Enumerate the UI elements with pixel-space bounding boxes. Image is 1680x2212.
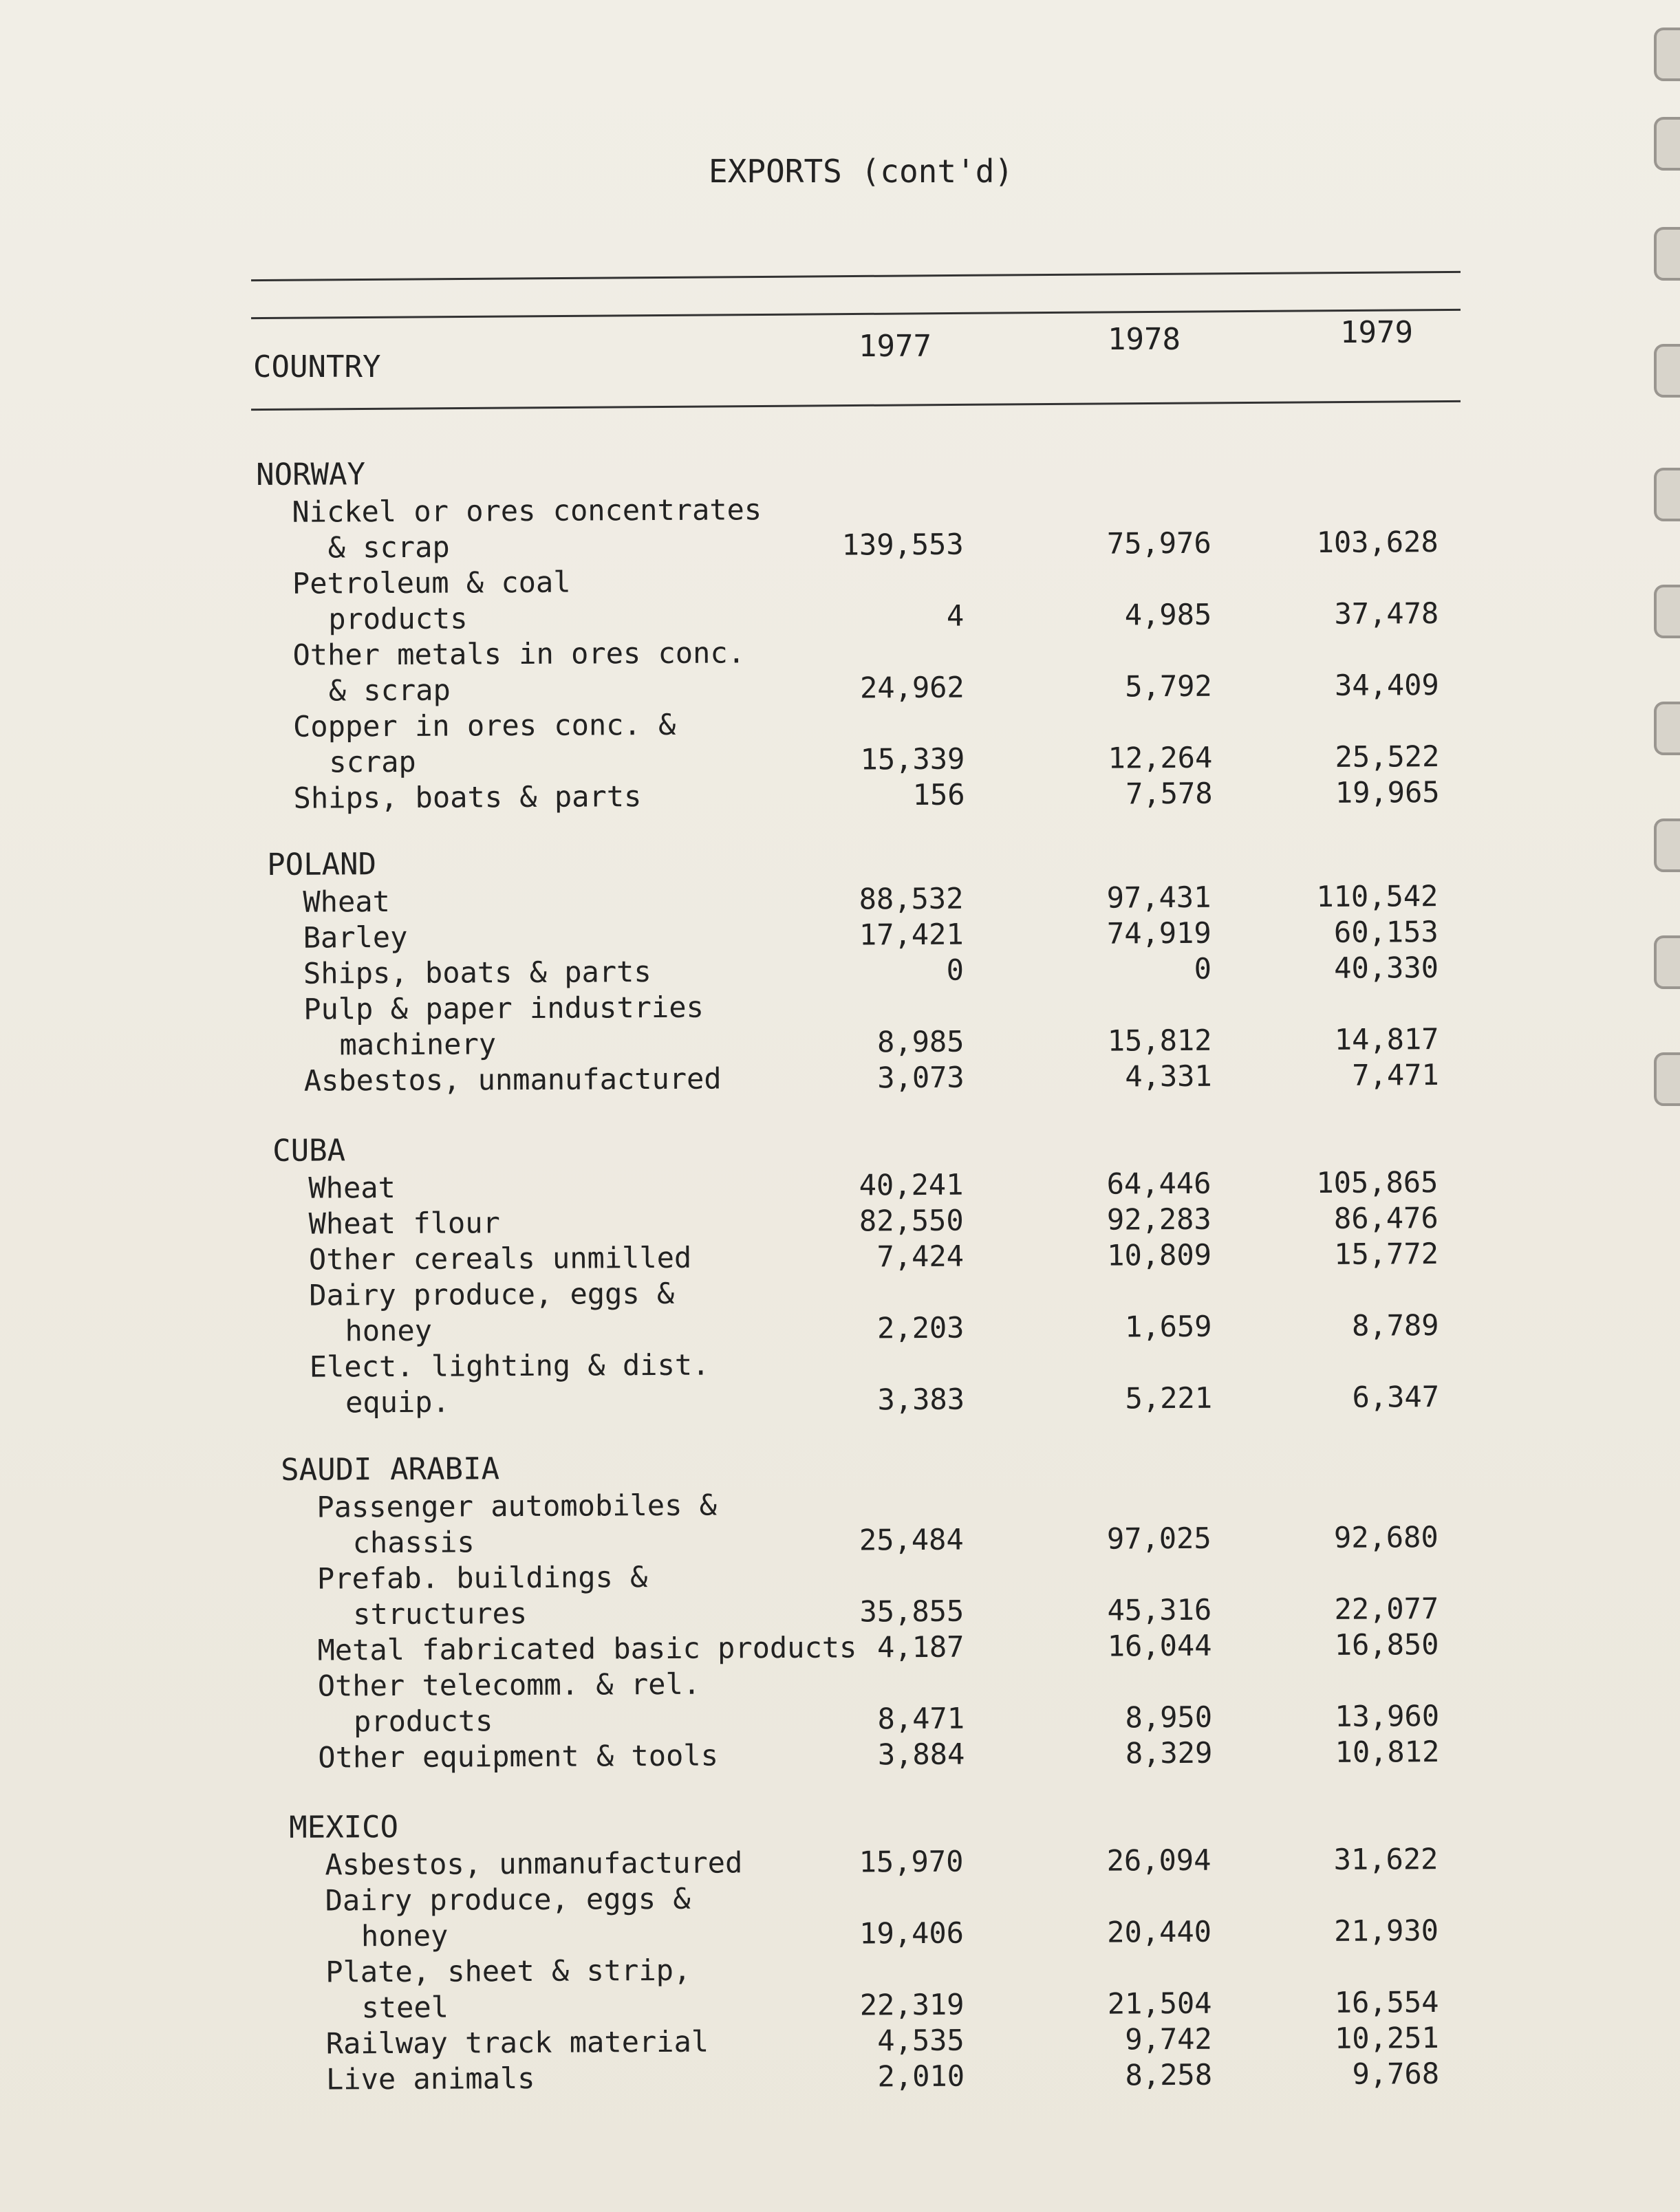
value-1977: 25,484 xyxy=(859,1522,964,1557)
value-1977: 2,203 xyxy=(876,1310,965,1345)
value-1979: 60,153 xyxy=(1333,915,1439,949)
country-name: MEXICO xyxy=(289,1809,399,1845)
commodity-label xyxy=(0,492,762,567)
table-row xyxy=(1,1342,1680,1422)
commodity-label-line: Metal fabricated basic products xyxy=(317,1630,857,1667)
table-row xyxy=(1,630,1680,711)
value-1977: 15,339 xyxy=(860,741,965,777)
commodity-label-line: honey xyxy=(360,1918,449,1953)
commodity-label xyxy=(1,1061,722,1100)
value-1979: 19,965 xyxy=(1335,775,1440,810)
column-header-country: COUNTRY xyxy=(253,349,381,384)
commodity-label-line: Other equipment & tools xyxy=(318,1738,719,1775)
country-section xyxy=(0,448,1680,818)
value-1978: 0 xyxy=(1194,951,1212,986)
value-1978: 8,329 xyxy=(1125,1735,1213,1770)
country-section xyxy=(0,838,1680,1100)
commodity-label xyxy=(1,1881,691,1956)
country-section xyxy=(0,1444,1680,1777)
value-1978: 12,264 xyxy=(1108,740,1213,775)
binding-clip xyxy=(1654,344,1680,398)
value-1977: 3,073 xyxy=(877,1060,965,1095)
value-1977: 15,970 xyxy=(859,1844,964,1879)
value-1978: 74,919 xyxy=(1106,915,1211,951)
commodity-label-line: Wheat flour xyxy=(308,1206,500,1241)
value-1979: 103,628 xyxy=(1316,525,1439,559)
value-1979: 86,476 xyxy=(1333,1201,1439,1235)
value-1977: 88,532 xyxy=(859,881,964,916)
commodity-label-line: Wheat xyxy=(308,1170,396,1205)
commodity-label xyxy=(0,1845,742,1885)
commodity-label-line: Ships, boats & parts xyxy=(293,779,642,815)
commodity-label xyxy=(1,954,651,993)
value-1977: 82,550 xyxy=(859,1203,964,1238)
value-1977: 40,241 xyxy=(859,1167,964,1202)
commodity-label-line: Wheat xyxy=(303,885,390,919)
commodity-label-line: structures xyxy=(353,1596,528,1631)
commodity-label xyxy=(1,1559,648,1634)
binding-clip xyxy=(1654,227,1680,281)
commodity-label-line: honey xyxy=(345,1313,433,1348)
value-1979: 37,478 xyxy=(1334,596,1439,631)
commodity-label xyxy=(1,920,408,957)
value-1977: 3,383 xyxy=(877,1382,965,1417)
value-1978: 1,659 xyxy=(1124,1309,1212,1344)
value-1978: 4,985 xyxy=(1124,597,1212,632)
value-1978: 97,025 xyxy=(1106,1521,1211,1556)
commodity-label-line: Dairy produce, eggs & xyxy=(325,1881,691,1918)
commodity-label-line: Passenger automobiles & xyxy=(316,1488,718,1524)
commodity-label-line: Petroleum & coal xyxy=(292,565,571,600)
value-1977: 4,187 xyxy=(876,1629,965,1665)
value-1979: 6,347 xyxy=(1352,1380,1440,1414)
commodity-label-line: Railway track material xyxy=(325,2024,709,2061)
value-1979: 7,471 xyxy=(1352,1058,1439,1092)
table-top-rule xyxy=(251,271,1461,281)
table-row xyxy=(1,1554,1680,1634)
commodity-label xyxy=(1,1276,675,1351)
value-1979: 10,812 xyxy=(1335,1735,1440,1769)
commodity-label-line: steel xyxy=(361,1990,449,2025)
value-1978: 97,431 xyxy=(1106,880,1211,915)
commodity-label-line: equip. xyxy=(345,1385,450,1420)
value-1977: 22,319 xyxy=(859,1987,965,2022)
commodity-label-line: & scrap xyxy=(328,673,451,708)
commodity-label-line: products xyxy=(328,601,468,636)
country-name: CUBA xyxy=(272,1133,346,1169)
value-1978: 64,446 xyxy=(1106,1166,1211,1201)
table-row xyxy=(1,1876,1680,1956)
commodity-label-line: Pulp & paper industries xyxy=(303,990,704,1026)
value-1979: 16,850 xyxy=(1334,1627,1439,1662)
commodity-label xyxy=(1,1629,857,1670)
commodity-label-line: Ships, boats & parts xyxy=(303,955,651,990)
column-header-1978: 1978 xyxy=(1108,322,1181,357)
value-1977: 139,553 xyxy=(841,527,964,562)
commodity-label-line: Dairy produce, eggs & xyxy=(309,1276,675,1312)
table-row xyxy=(0,1482,1680,1563)
value-1978: 8,258 xyxy=(1125,2057,1213,2092)
commodity-label-line: Nickel or ores concentrates xyxy=(292,492,762,529)
value-1979: 16,554 xyxy=(1334,1985,1439,2019)
table-row xyxy=(1,1947,1680,2028)
commodity-label-line: Barley xyxy=(303,920,408,955)
value-1977: 2,010 xyxy=(877,2059,965,2094)
value-1978: 75,976 xyxy=(1106,525,1211,561)
country-section xyxy=(0,1801,1680,2099)
value-1977: 24,962 xyxy=(859,670,965,705)
commodity-label xyxy=(1,990,704,1065)
table-top-rule xyxy=(251,309,1461,319)
country-name: POLAND xyxy=(267,847,377,882)
value-1978: 9,742 xyxy=(1125,2021,1212,2057)
commodity-label xyxy=(1,779,641,818)
table-row xyxy=(1,559,1680,639)
value-1979: 110,542 xyxy=(1316,879,1439,913)
column-header-1979: 1979 xyxy=(1340,315,1413,350)
value-1979: 105,865 xyxy=(1316,1165,1439,1200)
commodity-label-line: Other cereals unmilled xyxy=(308,1240,692,1277)
value-1979: 40,330 xyxy=(1334,951,1439,985)
commodity-label xyxy=(1,1953,691,2028)
value-1977: 7,424 xyxy=(876,1239,965,1274)
header-bottom-rule xyxy=(251,400,1461,411)
value-1978: 21,504 xyxy=(1107,1986,1212,2021)
value-1977: 0 xyxy=(946,953,965,987)
commodity-label-line: scrap xyxy=(329,744,416,779)
table-row xyxy=(0,487,1680,567)
value-1979: 9,768 xyxy=(1352,2057,1440,2091)
value-1979: 13,960 xyxy=(1335,1699,1440,1733)
commodity-label-line: Other metals in ores conc. xyxy=(292,636,746,672)
value-1979: 25,522 xyxy=(1335,739,1440,774)
commodity-label-line: Copper in ores conc. & xyxy=(292,707,676,744)
value-1979: 34,409 xyxy=(1334,668,1439,702)
binding-clip xyxy=(1654,117,1680,171)
binding-clip xyxy=(1654,28,1680,81)
commodity-label xyxy=(1,565,571,639)
value-1979: 8,789 xyxy=(1351,1308,1439,1343)
table-row xyxy=(1,1270,1680,1351)
commodity-label xyxy=(1,1738,718,1777)
commodity-label xyxy=(0,1488,717,1563)
value-1978: 20,440 xyxy=(1107,1914,1212,1949)
value-1978: 92,283 xyxy=(1106,1202,1211,1237)
commodity-label-line: Plate, sheet & strip, xyxy=(325,1953,691,1989)
commodity-label xyxy=(1,1347,710,1422)
value-1977: 8,471 xyxy=(877,1701,965,1736)
commodity-label-line: & scrap xyxy=(327,530,450,565)
table-row xyxy=(1,1661,1680,1742)
commodity-label xyxy=(1,635,745,711)
value-1978: 16,044 xyxy=(1107,1628,1212,1663)
value-1977: 35,855 xyxy=(859,1594,965,1629)
value-1979: 92,680 xyxy=(1333,1520,1439,1554)
table-row xyxy=(1,702,1680,782)
value-1979: 31,622 xyxy=(1333,1842,1439,1876)
commodity-label xyxy=(1,1205,500,1244)
value-1977: 8,985 xyxy=(876,1024,965,1059)
value-1977: 4 xyxy=(946,598,965,633)
commodity-label-line: Prefab. buildings & xyxy=(316,1560,648,1596)
value-1978: 10,809 xyxy=(1107,1237,1212,1272)
commodity-label xyxy=(0,1170,396,1208)
commodity-label xyxy=(1,2024,709,2063)
commodity-label-line: products xyxy=(353,1704,493,1739)
commodity-label xyxy=(1,1240,692,1279)
value-1979: 15,772 xyxy=(1334,1237,1439,1271)
value-1979: 10,251 xyxy=(1334,2021,1439,2055)
commodity-label xyxy=(1,1667,701,1742)
commodity-label-line: machinery xyxy=(339,1027,497,1062)
commodity-label-line: Other telecomm. & rel. xyxy=(317,1667,701,1703)
country-name: NORWAY xyxy=(256,457,366,493)
value-1979: 21,930 xyxy=(1334,1913,1439,1948)
value-1977: 19,406 xyxy=(859,1916,965,1951)
value-1977: 17,421 xyxy=(859,917,964,952)
commodity-label-line: Asbestos, unmanufactured xyxy=(303,1061,722,1098)
value-1978: 4,331 xyxy=(1125,1059,1212,1094)
value-1978: 5,221 xyxy=(1125,1380,1213,1416)
country-name: SAUDI ARABIA xyxy=(281,1451,500,1488)
value-1977: 4,535 xyxy=(877,2023,965,2058)
commodity-label-line: Live animals xyxy=(325,2061,535,2096)
value-1977: 156 xyxy=(912,777,965,812)
page-title: EXPORTS (cont'd) xyxy=(709,153,1014,190)
column-header-1977: 1977 xyxy=(859,329,931,364)
value-1977: 3,884 xyxy=(877,1737,965,1772)
value-1978: 8,950 xyxy=(1125,1700,1213,1735)
table-row xyxy=(1,984,1680,1065)
commodity-label xyxy=(0,884,390,922)
commodity-label-line: Asbestos, unmanufactured xyxy=(325,1845,743,1882)
country-section xyxy=(0,1125,1680,1422)
commodity-label-line: Elect. lighting & dist. xyxy=(309,1347,710,1384)
commodity-label xyxy=(1,2061,535,2099)
value-1978: 45,316 xyxy=(1107,1592,1212,1627)
commodity-label-line: chassis xyxy=(352,1525,475,1560)
value-1978: 26,094 xyxy=(1106,1843,1211,1878)
value-1978: 5,792 xyxy=(1125,669,1212,704)
value-1979: 14,817 xyxy=(1334,1022,1439,1056)
value-1978: 7,578 xyxy=(1126,776,1213,811)
value-1979: 22,077 xyxy=(1334,1592,1439,1626)
commodity-label xyxy=(1,707,676,782)
value-1978: 15,812 xyxy=(1107,1023,1212,1058)
